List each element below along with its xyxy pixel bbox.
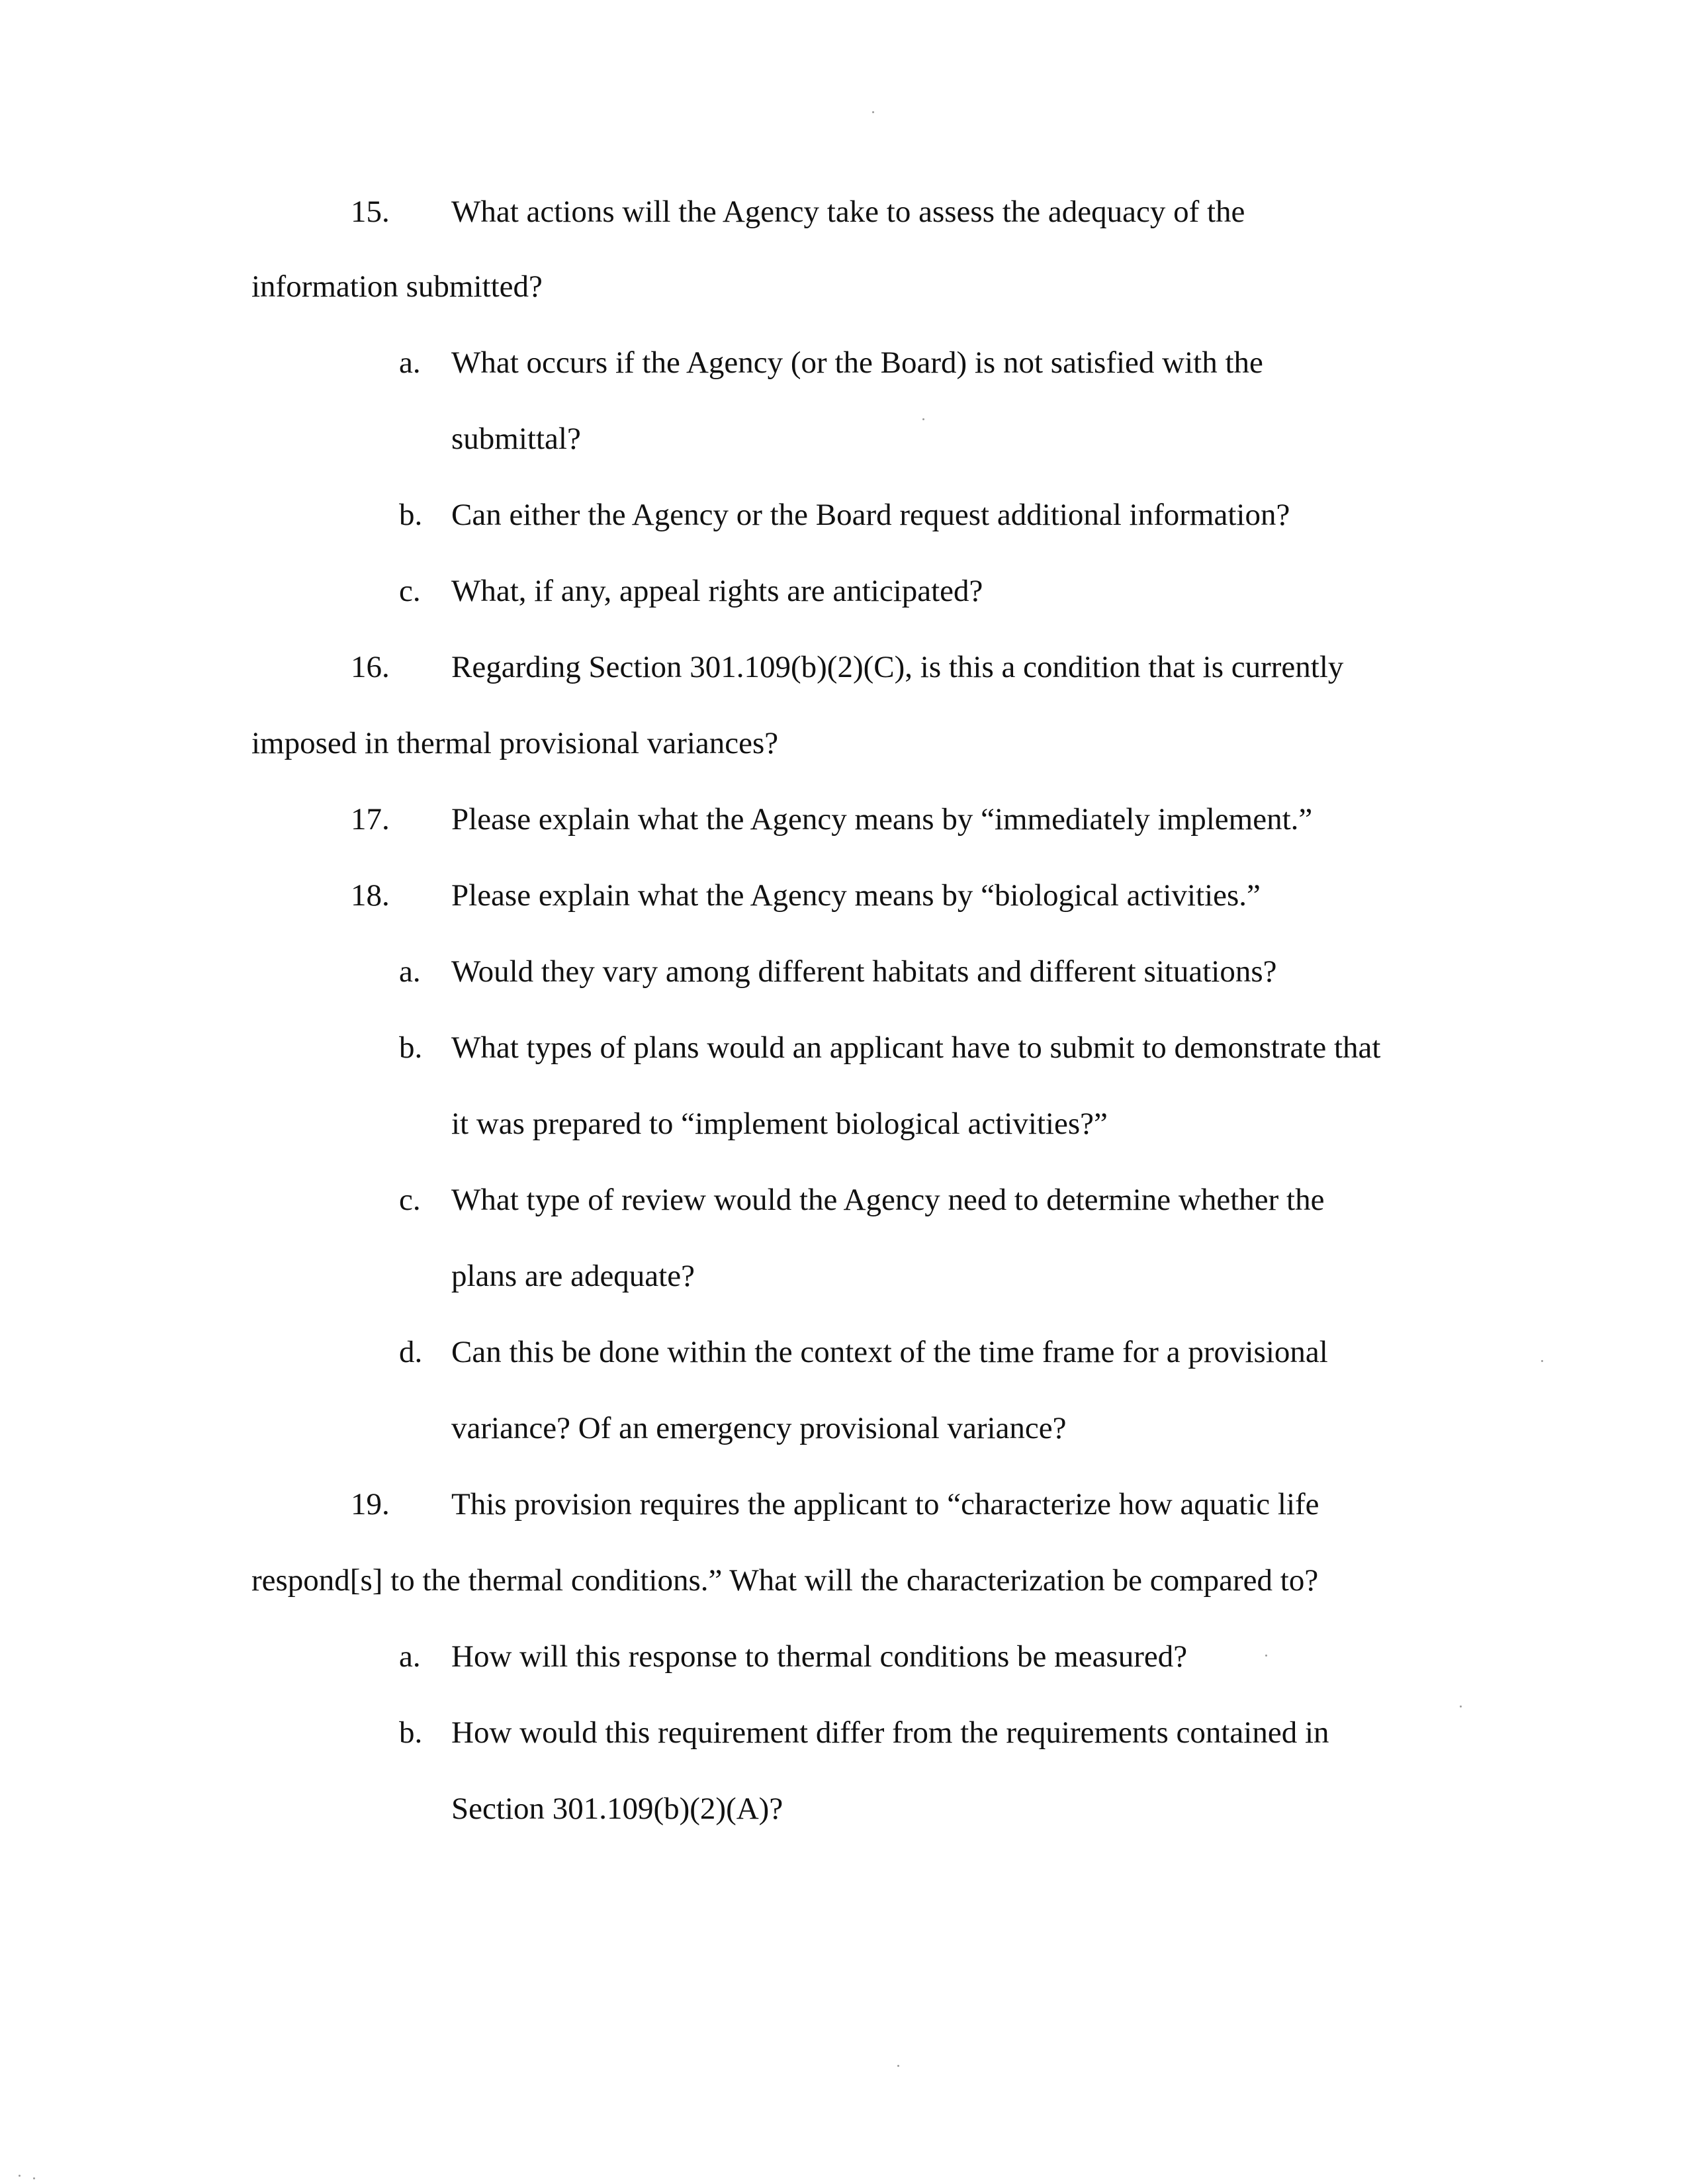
- scan-speck: [1265, 1655, 1267, 1657]
- scan-speck: [1460, 1706, 1462, 1707]
- sub-item-letter: a.: [399, 345, 421, 380]
- scan-speck: [1541, 1360, 1543, 1362]
- sub-item-letter: b.: [399, 1715, 423, 1750]
- sub-item-text: How would this requirement differ from the requirements contained in: [451, 1715, 1329, 1750]
- item-number: 17.: [351, 802, 390, 837]
- scan-speck: [897, 2065, 899, 2067]
- sub-item-letter: c.: [399, 574, 421, 608]
- sub-item-text-continued: Section 301.109(b)(2)(A)?: [451, 1792, 783, 1826]
- sub-item-letter: a.: [399, 954, 421, 989]
- scan-speck: [872, 111, 874, 113]
- item-number: 18.: [351, 878, 390, 913]
- item-text: Please explain what the Agency means by “immediately implement.”: [451, 802, 1313, 837]
- sub-item-text: Would they vary among different habitats and different situations?: [451, 954, 1277, 989]
- item-text-continued: respond[s] to the thermal conditions.” What will the characterization be compared to?: [251, 1563, 1319, 1598]
- sub-item-text: What type of review would the Agency need to determine whether the: [451, 1183, 1325, 1217]
- item-text: What actions will the Agency take to assess the adequacy of the: [451, 195, 1245, 229]
- item-number: 19.: [351, 1487, 390, 1522]
- scan-speck: [922, 418, 924, 420]
- sub-item-letter: a.: [399, 1639, 421, 1674]
- sub-item-letter: b.: [399, 1030, 423, 1065]
- item-text: Regarding Section 301.109(b)(2)(C), is this a condition that is currently: [451, 650, 1344, 684]
- item-text: This provision requires the applicant to “characterize how aquatic life: [451, 1487, 1319, 1522]
- sub-item-text-continued: it was prepared to “implement biological activities?”: [451, 1107, 1108, 1141]
- item-text-continued: information submitted?: [251, 269, 543, 304]
- item-text: Please explain what the Agency means by “biological activities.”: [451, 878, 1261, 913]
- sub-item-text: Can this be done within the context of the time frame for a provisional: [451, 1335, 1328, 1369]
- sub-item-letter: d.: [399, 1335, 423, 1369]
- sub-item-text-continued: plans are adequate?: [451, 1259, 695, 1293]
- sub-item-text-continued: variance? Of an emergency provisional variance?: [451, 1411, 1067, 1445]
- sub-item-text: How will this response to thermal conditions be measured?: [451, 1639, 1188, 1674]
- item-text-continued: imposed in thermal provisional variances?: [251, 726, 779, 760]
- item-number: 15.: [351, 195, 390, 229]
- sub-item-text: Can either the Agency or the Board request additional information?: [451, 498, 1290, 532]
- scan-speck: [33, 2177, 35, 2179]
- sub-item-text: What types of plans would an applicant have to submit to demonstrate that: [451, 1030, 1381, 1065]
- sub-item-letter: c.: [399, 1183, 421, 1217]
- sub-item-text: What, if any, appeal rights are anticipated?: [451, 574, 983, 608]
- item-number: 16.: [351, 650, 390, 684]
- sub-item-letter: b.: [399, 498, 423, 532]
- scan-speck: [19, 2175, 21, 2177]
- sub-item-text-continued: submittal?: [451, 422, 581, 456]
- sub-item-text: What occurs if the Agency (or the Board) is not satisfied with the: [451, 345, 1263, 380]
